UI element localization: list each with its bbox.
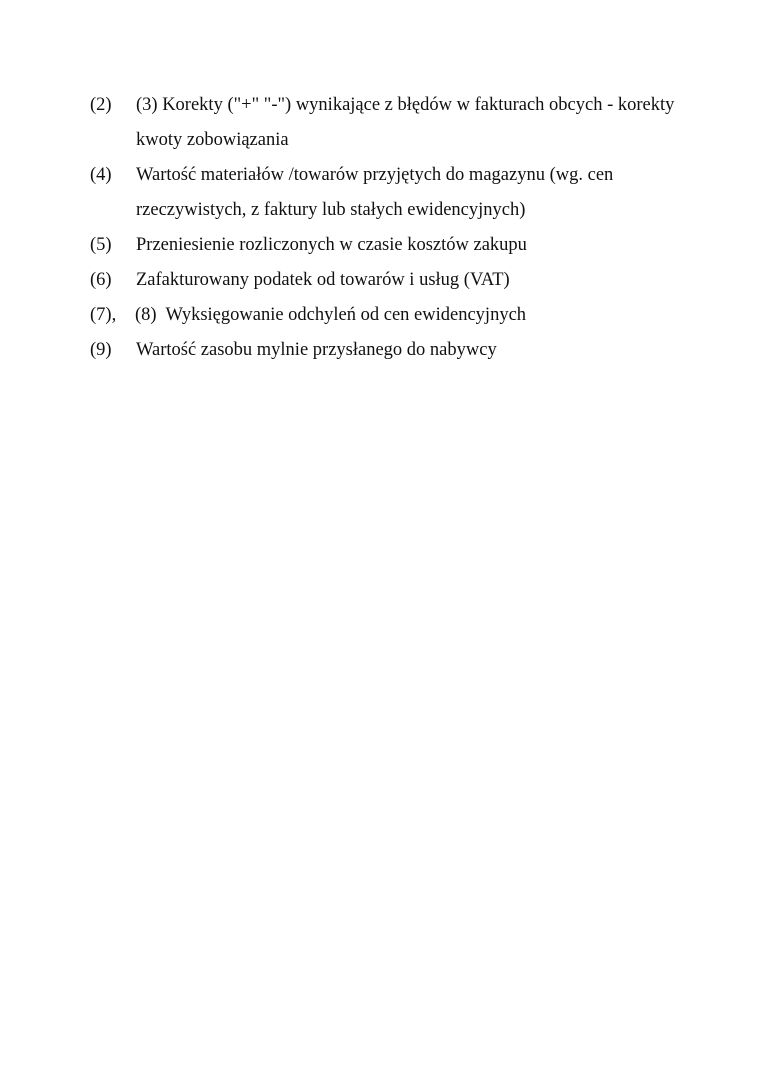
- list-item: [90, 158, 680, 228]
- item-number: (7),: [90, 305, 117, 325]
- item-number: (2): [90, 95, 112, 115]
- entries-list: [90, 88, 680, 368]
- item-number: (9): [90, 340, 112, 360]
- item-number: (4): [90, 165, 112, 185]
- list-item: [90, 228, 680, 263]
- list-item: [90, 298, 680, 333]
- list-item: [90, 263, 680, 298]
- item-number: (6): [90, 270, 112, 290]
- item-number: (5): [90, 235, 112, 255]
- item-text: Wartość zasobu mylnie przysłanego do nabywcy: [136, 340, 497, 360]
- item-text: Przeniesienie rozliczonych w czasie kosztów zakupu: [136, 235, 527, 255]
- item-text: Wartość materiałów /towarów przyjętych do magazynu (wg. cen rzeczywistych, z faktury lub stałych ewidencyjnych): [136, 165, 614, 220]
- list-item: [90, 88, 680, 158]
- item-text: (8) Wyksięgowanie odchyleń od cen ewidencyjnych: [135, 305, 527, 325]
- list-item: [90, 333, 680, 368]
- item-text: Zafakturowany podatek od towarów i usług (VAT): [136, 270, 510, 290]
- item-text: (3) Korekty ("+" "-") wynikające z błędów w fakturach obcych - korekty kwoty zobowiązania: [136, 95, 675, 150]
